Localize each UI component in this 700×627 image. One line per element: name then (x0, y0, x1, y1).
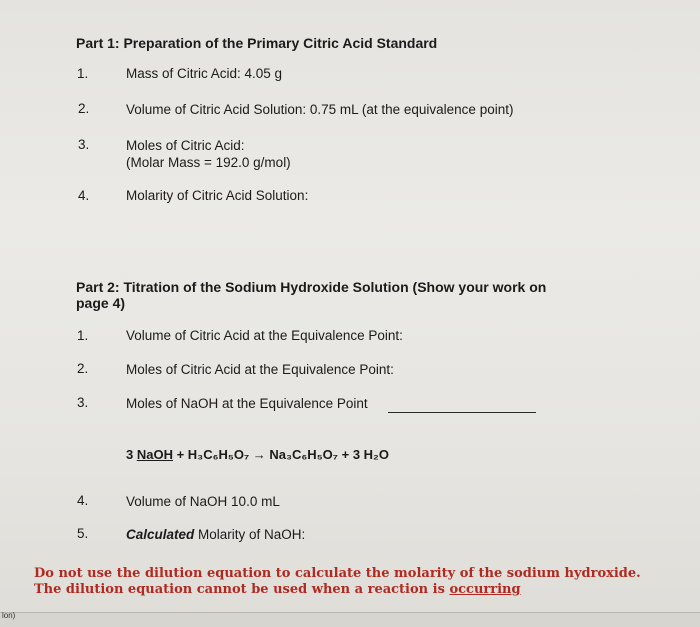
part2-item-3-text: Moles of NaOH at the Equivalence Point (126, 396, 368, 411)
part2-item-4-text: Volume of NaOH 10.0 mL (126, 494, 280, 509)
tab-label: lon) (2, 611, 16, 620)
part1-item-2-text: Volume of Citric Acid Solution: 0.75 mL (at the equivalence point) (126, 102, 514, 117)
part2-heading-line2: page 4) (76, 295, 126, 311)
dilution-note-line1: Do not use the dilution equation to calculate the molarity of the sodium hydroxide. (34, 566, 641, 581)
equation-product-water: 3 H₂O (352, 447, 389, 462)
answer-blank-line (388, 412, 536, 413)
equation-reactant-citric-acid: H₃C₆H₅O₇ (187, 447, 250, 462)
part2-heading-line1: Part 2: Titration of the Sodium Hydroxide Solution (Show your work on (76, 279, 547, 295)
part1-item-1-text: Mass of Citric Acid: 4.05 g (126, 66, 283, 81)
equation-plus: + (337, 447, 353, 462)
part2-item-5-number: 5. (77, 526, 89, 541)
equation-plus: + (172, 447, 188, 462)
part1-item-2-number: 2. (78, 101, 90, 116)
reaction-equation (126, 447, 389, 462)
equation-coefficient: 3 (126, 447, 137, 462)
part1-item-1-number: 1. (77, 66, 89, 81)
part2-item-5-text: Molarity of NaOH: (194, 527, 306, 542)
part2-item-2-text: Moles of Citric Acid at the Equivalence Point: (126, 362, 394, 377)
part2-item-1-number: 1. (77, 328, 89, 343)
part2-item-5 (126, 527, 305, 542)
equation-product-sodium-citrate: Na₃C₆H₅O₇ (269, 447, 338, 462)
part1-item-4-number: 4. (78, 188, 90, 203)
dilution-note-underlined-word: occurring (449, 582, 521, 597)
dilution-note-line2 (34, 582, 521, 597)
part1-item-3-subtext: (Molar Mass = 192.0 g/mol) (126, 155, 291, 170)
part1-heading: Part 1: Preparation of the Primary Citric Acid Standard (76, 35, 438, 51)
calculated-emphasis: Calculated (126, 527, 195, 542)
part1-item-3-text: Moles of Citric Acid: (126, 138, 245, 153)
part2-item-4-number: 4. (77, 493, 89, 508)
equation-arrow: → (249, 447, 270, 462)
equation-reactant-naoh: NaOH (136, 447, 173, 462)
part2-item-1-text: Volume of Citric Acid at the Equivalence Point: (126, 328, 403, 343)
part2-item-2-number: 2. (77, 361, 89, 376)
dilution-note-line2-text: The dilution equation cannot be used when a reaction is (34, 582, 450, 597)
part1-item-4-text: Molarity of Citric Acid Solution: (126, 188, 309, 203)
bottom-edge-strip (0, 612, 700, 627)
part2-item-3-number: 3. (77, 395, 89, 410)
part1-item-3-number: 3. (78, 137, 90, 152)
